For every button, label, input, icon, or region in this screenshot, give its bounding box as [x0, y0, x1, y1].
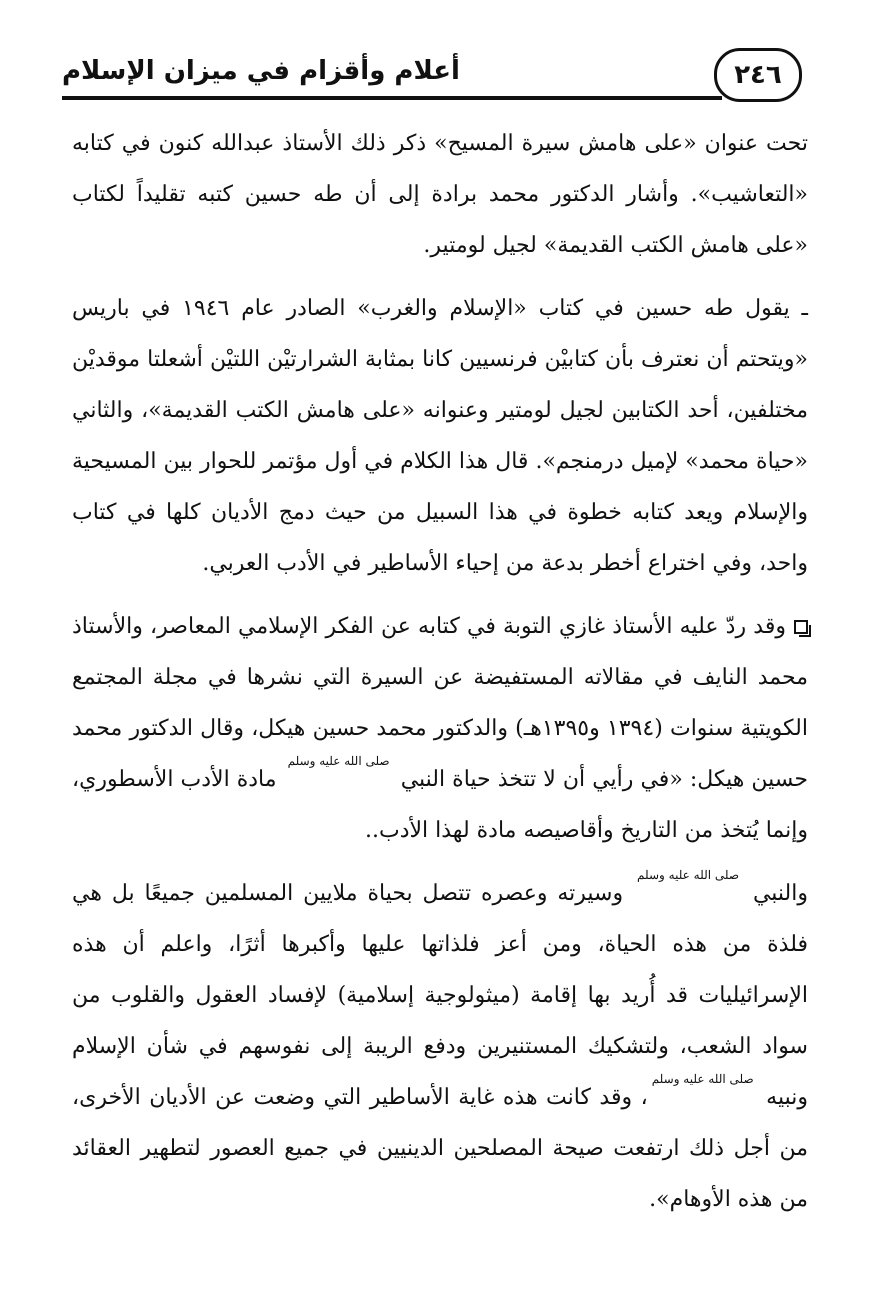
header-rule [62, 96, 722, 100]
body-text [72, 118, 808, 1225]
paragraph-4 [72, 868, 808, 1225]
paragraph-4-text-after: ، وقد كانت هذه غاية الأساطير التي وضعت عن الأديان الأخرى، من أجل ذلك ارتفعت صيحة المصلحين الدينيين في جميع العصور لتطهير العقائد من هذه الأوهام». [72, 1085, 808, 1212]
salawat-honorific: صلى الله عليه وسلم [651, 1072, 754, 1086]
salawat-honorific: صلى الله عليه وسلم [287, 754, 390, 768]
page-number: ٢٤٦ [734, 60, 782, 90]
paragraph-2 [72, 283, 808, 589]
paragraph-4-text-middle: وسيرته وعصره تتصل بحياة ملايين المسلمين جميعًا بل هي فلذة من هذه الحياة، ومن أعز فلذاتها عليها وأكبرها أثرًا، واعلم أن هذه الإسرائيليات قد أُريد بها إقامة (ميثولوجية إسلامية) لإفساد العقول والقلوب من سواد الشعب، ولتشكيك المستنيرين ودفع الريبة إلى نفوسهم في شأن الإسلام ونبيه [72, 881, 808, 1110]
paragraph-1 [72, 118, 808, 271]
paragraph-3-text-before: وقد ردّ عليه الأستاذ غازي التوبة في كتابه عن الفكر الإسلامي المعاصر، والأستاذ محمد النايف في مقالاته المستفيضة عن السيرة التي نشرها في مجلة المجتمع الكويتية سنوات (١٣٩٤ و١٣٩٥هـ) والدكتور محمد حسين هيكل، وقال الدكتور محمد حسين هيكل: «في رأيي أن لا تتخذ حياة النبي [72, 614, 808, 792]
paragraph-1-text: تحت عنوان «على هامش سيرة المسيح» ذكر ذلك الأستاذ عبدالله كنون في كتابه «التعاشيب». وأشار الدكتور محمد برادة إلى أن طه حسين كتبه تقليداً لكتاب «على هامش الكتب القديمة» لجيل لومتير. [72, 131, 808, 258]
page-number-badge [714, 48, 802, 102]
page-header [62, 40, 810, 110]
paragraph-3 [72, 601, 808, 856]
square-bullet-icon [794, 620, 808, 634]
running-title: أعلام وأقزام في ميزان الإسلام [62, 56, 460, 86]
paragraph-4-text-before: والنبي [752, 881, 808, 906]
salawat-honorific: صلى الله عليه وسلم [637, 868, 740, 882]
paragraph-2-text: ـ يقول طه حسين في كتاب «الإسلام والغرب» الصادر عام ١٩٤٦ في باريس «ويتحتم أن نعترف بأن كتابيْن فرنسيين كانا بمثابة الشرارتيْن اللتيْن أشعلتا موقديْن مختلفين، أحد الكتابين لجيل لومتير وعنوانه «على هامش الكتب القديمة»، والثاني «حياة محمد» لإميل درمنجم». قال هذا الكلام في أول مؤتمر للحوار بين المسيحية والإسلام ويعد كتابه خطوة في هذا السبيل من حيث دمج الأديان كلها في كتاب واحد، وفي اختراع أخطر بدعة من إحياء الأساطير في الأدب العربي. [72, 296, 808, 576]
paragraph-3-text-after: مادة الأدب الأسطوري، وإنما يُتخذ من التاريخ وأقاصيصه مادة لهذا الأدب.. [72, 767, 808, 843]
